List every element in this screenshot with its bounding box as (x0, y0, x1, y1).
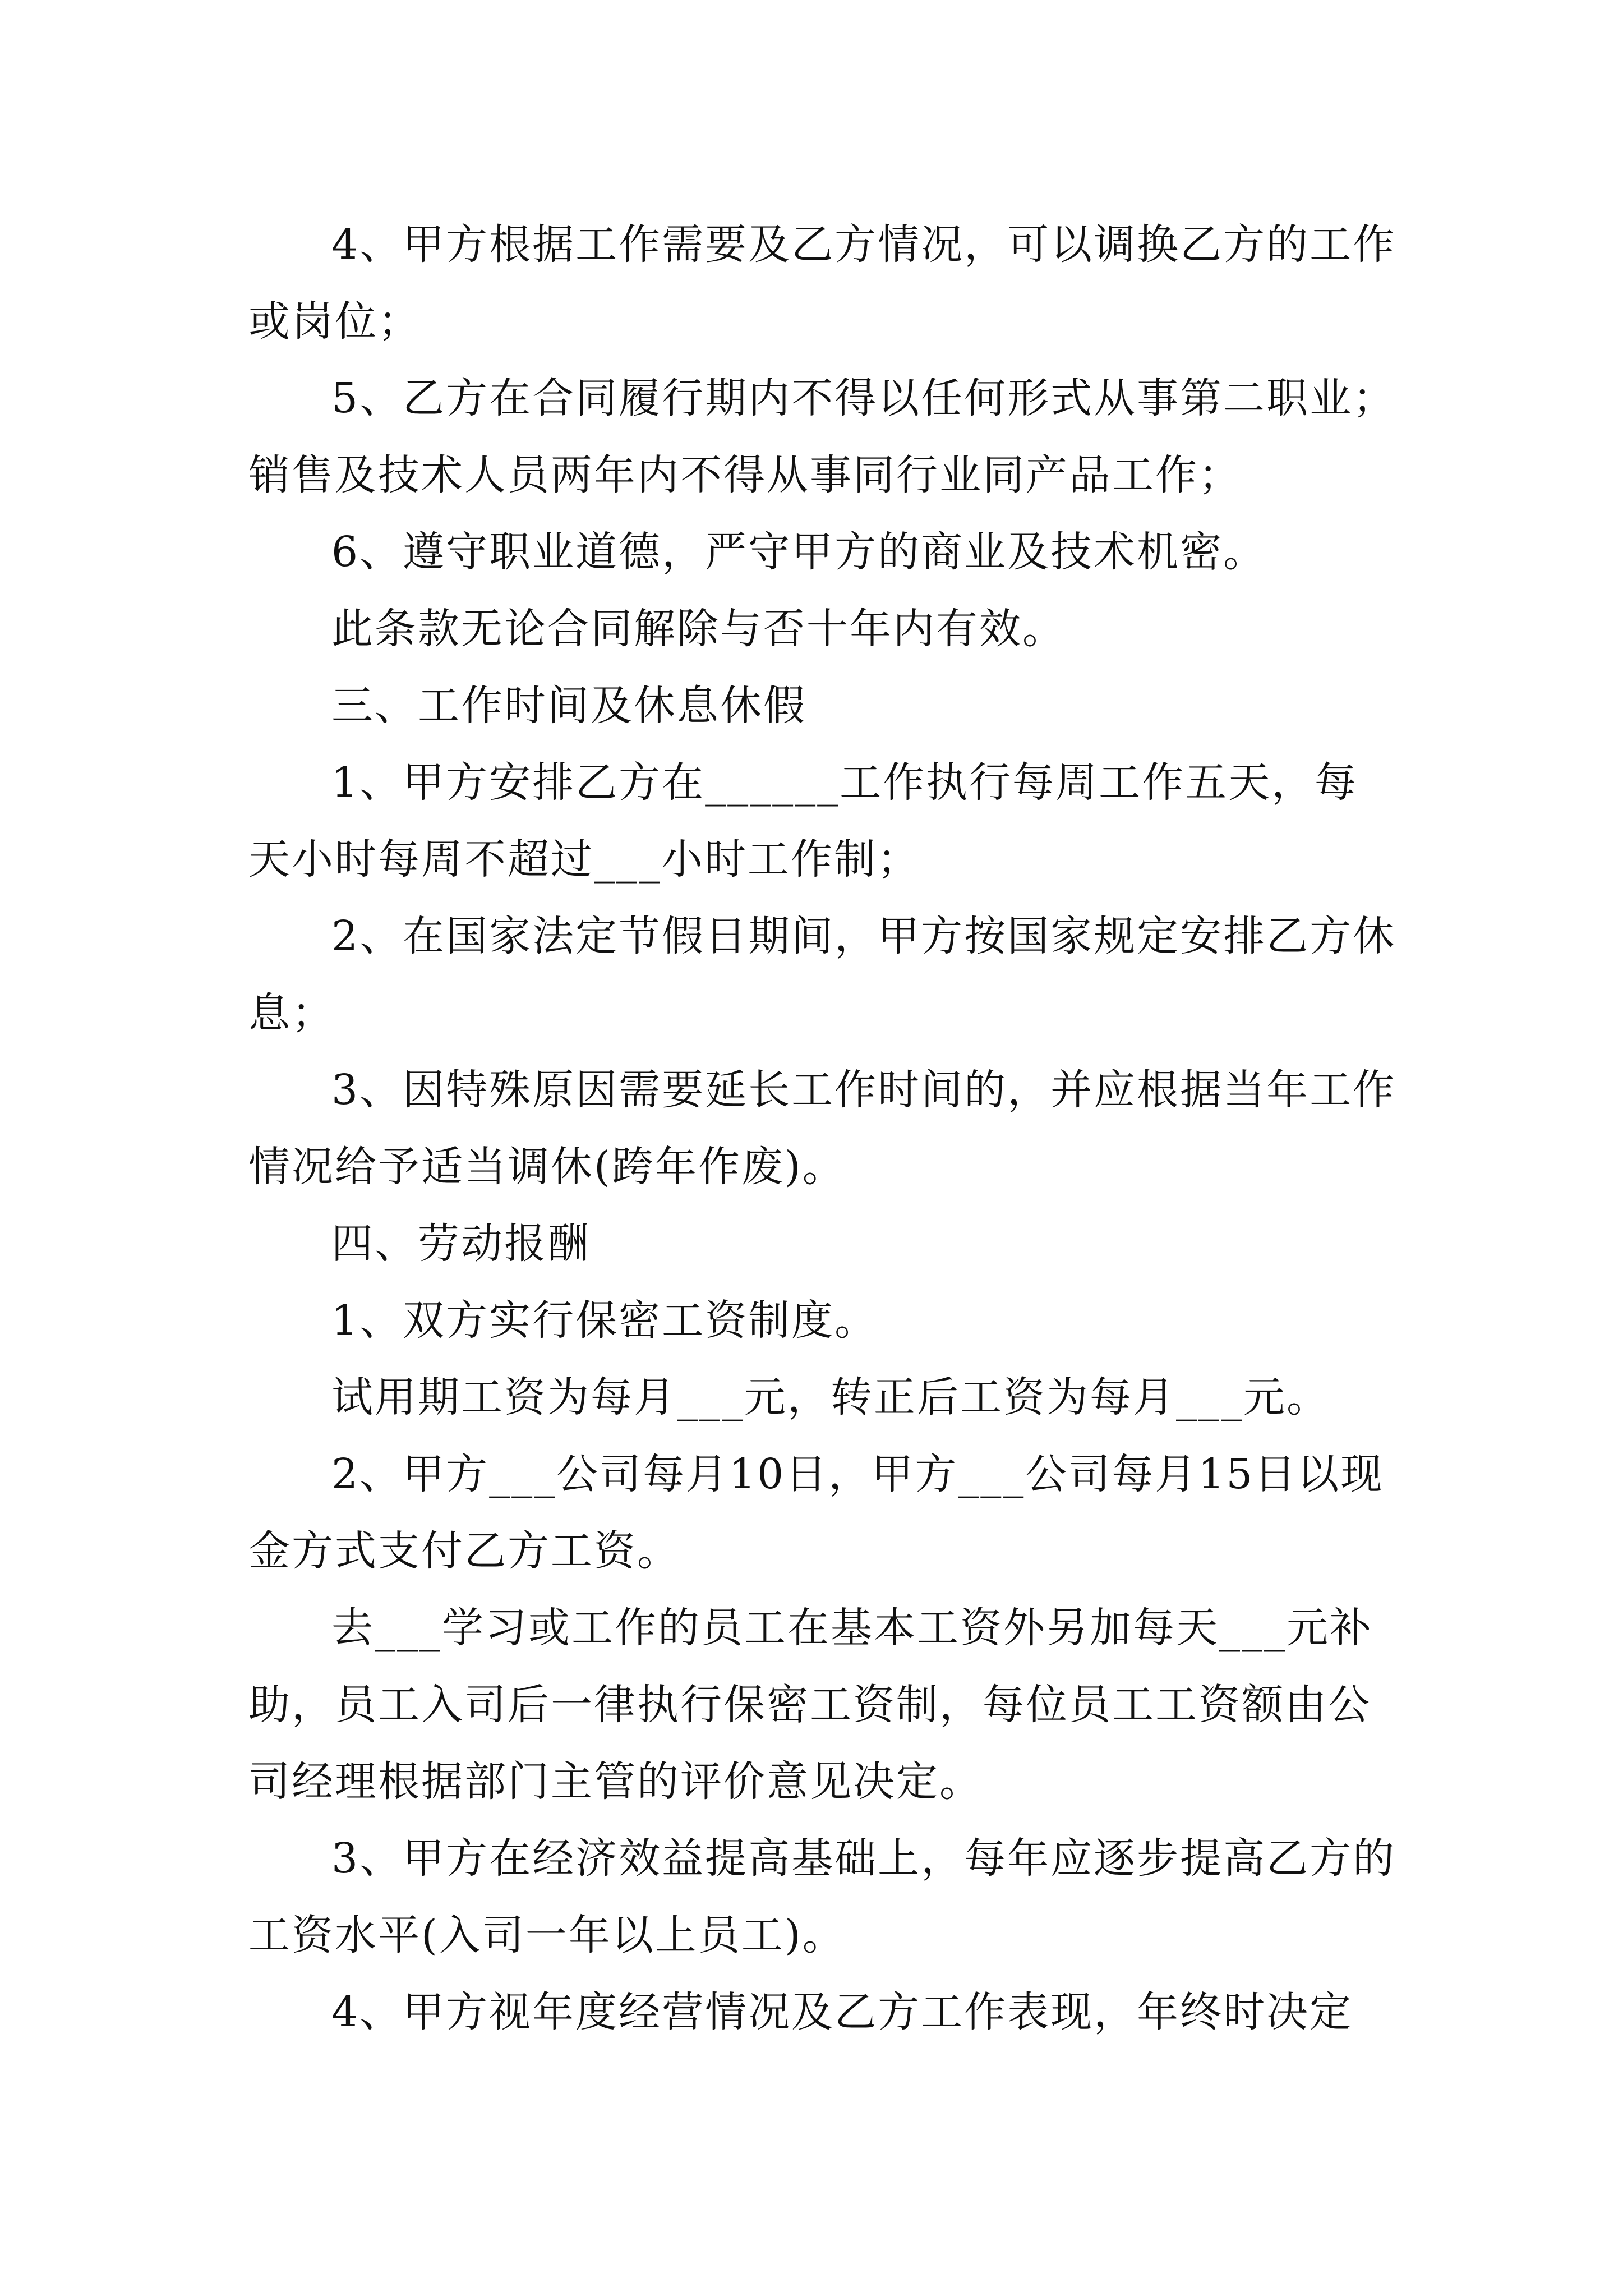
clause-paragraph: 3、因特殊原因需要延长工作时间的，并应根据当年工作情况给予适当调休(跨年作废)。 (248, 1066, 1396, 1191)
section-heading: 四、劳动报酬 (331, 1220, 591, 1268)
clause-paragraph: 6、遵守职业道德，严守甲方的商业及技术机密。 (331, 528, 1267, 576)
clause-paragraph: 4、甲方根据工作需要及乙方情况，可以调换乙方的工作或岗位； (248, 220, 1396, 346)
clause-paragraph: 2、甲方___公司每月10日，甲方___公司每月15日以现金方式支付乙方工资。 (248, 1450, 1384, 1575)
document-body (248, 206, 1398, 2051)
section-heading: 三、工作时间及休息休假 (331, 682, 806, 730)
clause-paragraph: 试用期工资为每月___元，转正后工资为每月___元。 (331, 1373, 1330, 1421)
clause-paragraph: 4、甲方视年度经营情况及乙方工作表现，年终时决定 (331, 1988, 1353, 2036)
clause-paragraph: 3、甲方在经济效益提高基础上，每年应逐步提高乙方的工资水平(入司一年以上员工)。 (248, 1834, 1396, 1959)
clause-paragraph: 1、双方实行保密工资制度。 (331, 1296, 878, 1345)
clause-paragraph: 此条款无论合同解除与否十年内有效。 (331, 605, 1066, 653)
clause-paragraph: 去___学习或工作的员工在基本工资外另加每天___元补助，员工入司后一律执行保密工资制，每位员工工资额由公司经理根据部门主管的评价意见决定。 (248, 1604, 1373, 1806)
clause-paragraph: 1、甲方安排乙方在______工作执行每周工作五天，每天小时每周不超过___小时工作制； (248, 758, 1358, 884)
clause-paragraph: 2、在国家法定节假日期间，甲方按国家规定安排乙方休息； (248, 912, 1396, 1037)
clause-paragraph: 5、乙方在合同履行期内不得以任何形式从事第二职业；销售及技术人员两年内不得从事同行业同产品工作； (248, 374, 1396, 499)
